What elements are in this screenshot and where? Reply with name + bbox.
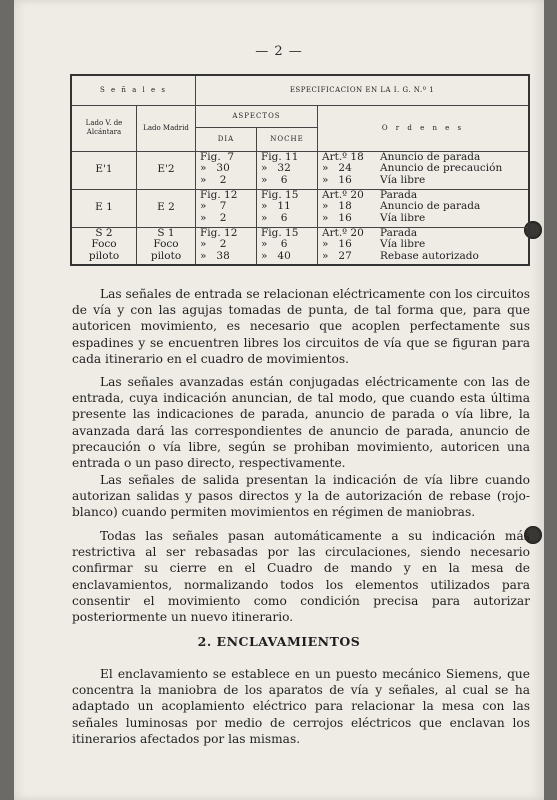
cell-dia: Fig. 7 » 30 » 2 (196, 151, 257, 189)
section-heading: 2. ENCLAVAMIENTOS (197, 634, 361, 649)
paragraph-senales-salida: Las señales de salida presentan la indicación de vía libre cuando autorizan salidas y pasos directos y la de autorización de rebase (rojo-blanco) cuando permiten movimientos en régimen de maniobras. (72, 473, 530, 520)
cell-orden: Anuncio de parada Anuncio de precaución Vía libre (376, 151, 529, 189)
table-row (71, 227, 529, 265)
cell-lado-v: E'1 (71, 151, 137, 189)
cell-lado-v: E 1 (71, 189, 137, 227)
header-ordenes: O r d e n e s (318, 105, 530, 151)
cell-lado-v: S 2 Foco piloto (71, 227, 137, 265)
header-aspectos: ASPECTOS (196, 105, 318, 127)
cell-noche: Fig. 15 » 11 » 6 (257, 189, 318, 227)
paragraph-restriccion: Todas las señales pasan automáticamente a su indicación más restrictiva al ser rebasadas por las circulaciones, siendo necesario confirmar su cierre en el Cuadro de mando y en la mesa de enclavamientos, normalizando todos los elementos utilizados para consentir el movimiento como condición precisa para autorizar posteriormente un nuevo itinerario. (72, 529, 530, 625)
cell-dia: Fig. 12 » 2 » 38 (196, 227, 257, 265)
cell-orden: Parada Vía libre Rebase autorizado (376, 227, 529, 265)
cell-lado-m: S 1 Foco piloto (137, 227, 196, 265)
header-lado-m: Lado Madrid (137, 105, 196, 151)
cell-lado-m: E 2 (137, 189, 196, 227)
paragraph-senales-entrada: Las señales de entrada se relacionan eléctricamente con los circuitos de vía y con las agujas tomadas de punta, de tal forma que, para que autoricen movimiento, es necesario que acoplen perfectamente sus espadines y se encuentren libres los circuitos de vía que se figuran para cada itinerario en el cuadro de movimientos. (72, 287, 530, 366)
header-senales: S e ñ a l e s (71, 75, 196, 105)
cell-noche: Fig. 15 » 6 » 40 (257, 227, 318, 265)
cell-articulo: Art.º 18 » 24 » 16 (318, 151, 377, 189)
cell-lado-m: E'2 (137, 151, 196, 189)
table-row (71, 151, 529, 189)
header-dia: DIA (196, 127, 257, 151)
cell-orden: Parada Anuncio de parada Vía libre (376, 189, 529, 227)
paragraph-senales-avanzadas: Las señales avanzadas están conjugadas eléctricamente con las de entrada, cuya indicación anuncian, de tal modo, que cuando esta última presente las indicaciones de parada, anuncio de parada o vía libre, la avanzada dará las correspondientes de anuncio de parada, anuncio de precaución o vía libre, según se prohiban movimiento, autoricen una entrada o un paso directo, respectivamente. (72, 375, 530, 471)
table-row (71, 189, 529, 227)
header-lado-v: Lado V. de Alcántara (71, 105, 137, 151)
cell-articulo: Art.º 20 » 16 » 27 (318, 227, 377, 265)
cell-noche: Fig. 11 » 32 » 6 (257, 151, 318, 189)
cell-articulo: Art.º 20 » 18 » 16 (318, 189, 377, 227)
paragraph-enclavamiento: El enclavamiento se establece en un puesto mecánico Siemens, que concentra la maniobra de los aparatos de vía y señales, al cual se ha adaptado un acoplamiento eléctrico para relacionar la mesa con las señales luminosas por medio de cerrojos eléctricos que enclavan los itinerarios afectados por las mismas. (72, 667, 530, 746)
document-page (14, 0, 544, 800)
cell-dia: Fig. 12 » 7 » 2 (196, 189, 257, 227)
page-number: — 2 — (255, 44, 303, 59)
header-especificacion: ESPECIFICACION EN LA I. G. N.º 1 (196, 75, 530, 105)
signals-table (70, 74, 530, 266)
header-noche: NOCHE (257, 127, 318, 151)
